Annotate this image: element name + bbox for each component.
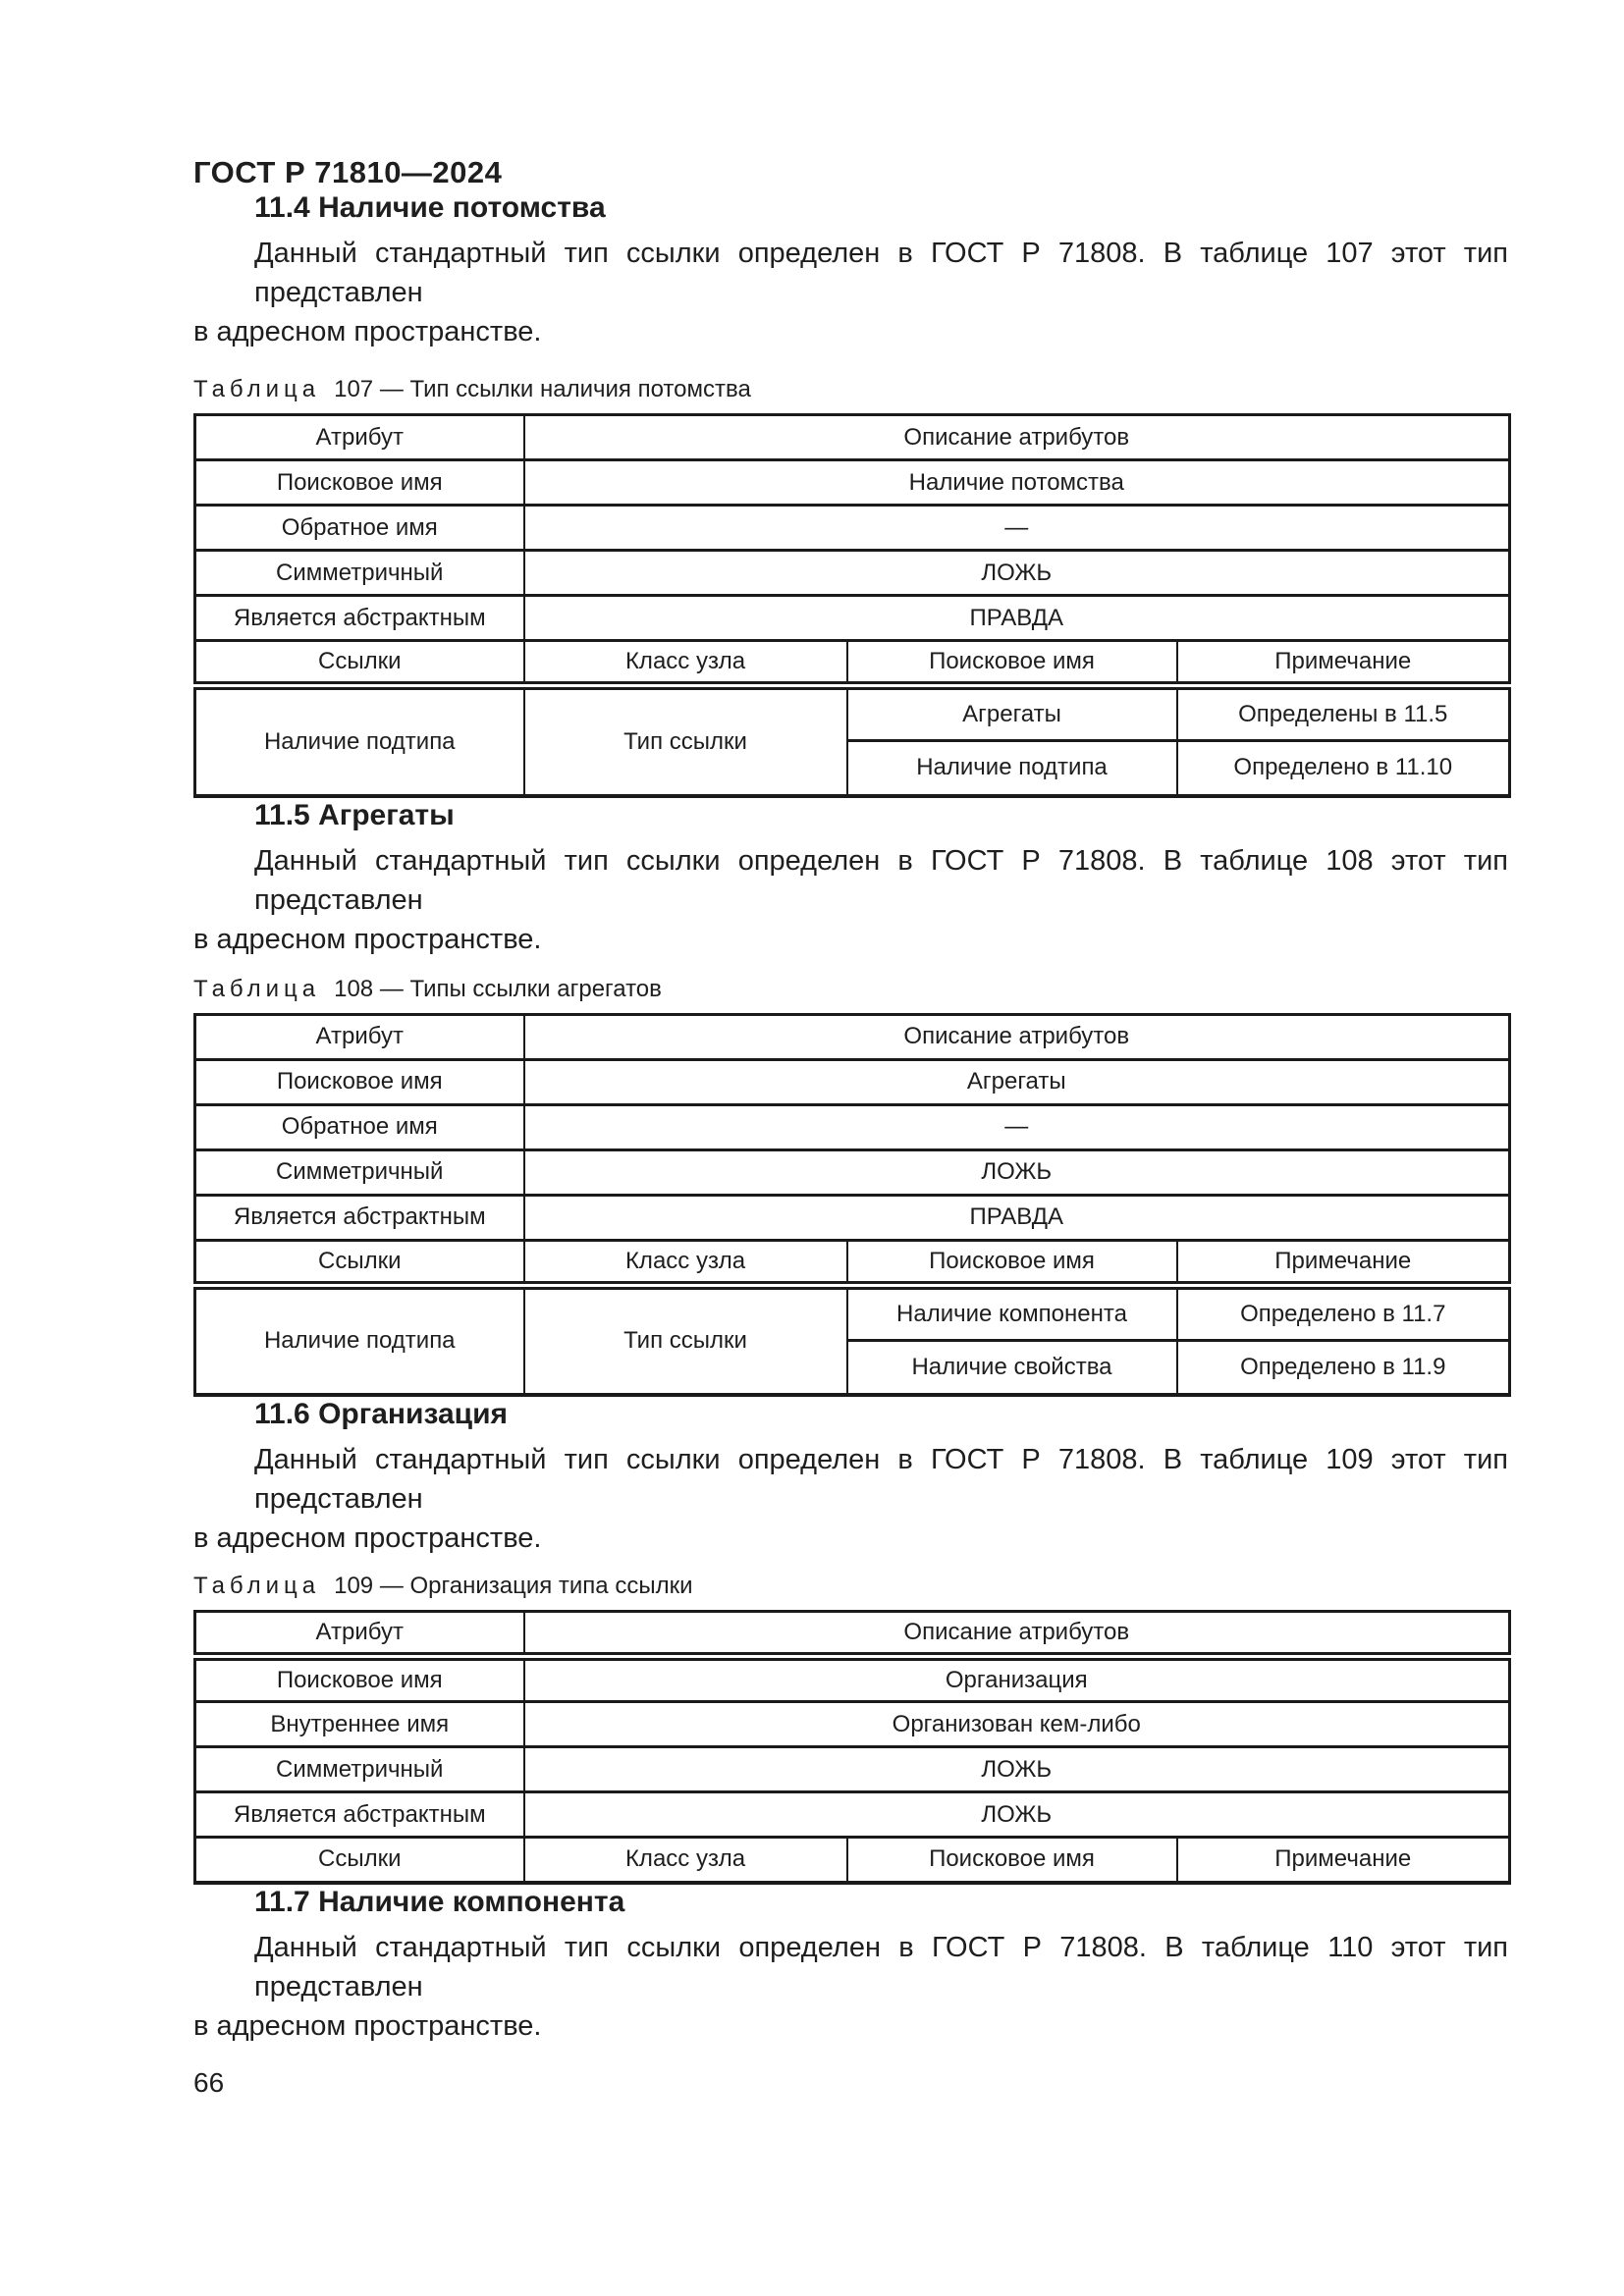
cell-value: ЛОЖЬ bbox=[524, 1747, 1510, 1792]
paragraph-11-6 bbox=[193, 1440, 1508, 1558]
cell-value: ПРАВДА bbox=[524, 1195, 1510, 1240]
table-108-caption bbox=[193, 975, 1508, 1004]
cell-value: ЛОЖЬ bbox=[524, 1792, 1510, 1838]
table-caption-word: Таблица bbox=[193, 1573, 321, 1599]
cell-attr-header-value: Описание атрибутов bbox=[524, 1612, 1510, 1657]
paragraph-line: Данный стандартный тип ссылки определен в ГОСТ Р 71808. В таблице 107 этот тип представлен bbox=[254, 238, 1508, 308]
cell-sub-name: Наличие подтипа bbox=[847, 741, 1177, 796]
cell-links-header: Примечание bbox=[1177, 1240, 1510, 1285]
cell-label: Поисковое имя bbox=[195, 460, 524, 506]
cell-label: Является абстрактным bbox=[195, 1195, 524, 1240]
cell-value: ПРАВДА bbox=[524, 596, 1510, 641]
doc-code-header: ГОСТ Р 71810—2024 bbox=[193, 155, 503, 189]
cell-attr-header-label: Атрибут bbox=[195, 1612, 524, 1657]
cell-links-header: Поисковое имя bbox=[847, 641, 1177, 686]
page-number: 66 bbox=[193, 2067, 225, 2098]
table-109-caption bbox=[193, 1572, 1508, 1601]
paragraph-11-5 bbox=[193, 841, 1508, 959]
cell-links-header: Ссылки bbox=[195, 1240, 524, 1285]
cell-link-name: Наличие подтипа bbox=[195, 1285, 524, 1395]
table-row bbox=[195, 1149, 1510, 1195]
table-caption-text: 107 — Тип ссылки наличия потомства bbox=[334, 376, 751, 402]
cell-node-class: Тип ссылки bbox=[524, 686, 847, 796]
cell-label: Поисковое имя bbox=[195, 1059, 524, 1104]
table-row bbox=[195, 460, 1510, 506]
heading-11-4: 11.4 Наличие потомства bbox=[254, 191, 606, 224]
paragraph-line: Данный стандартный тип ссылки определен в ГОСТ Р 71808. В таблице 109 этот тип представлен bbox=[254, 1444, 1508, 1515]
cell-links-header: Класс узла bbox=[524, 1240, 847, 1285]
paragraph-11-7 bbox=[193, 1928, 1508, 2046]
cell-link-name: Наличие подтипа bbox=[195, 686, 524, 796]
table-107 bbox=[193, 413, 1511, 798]
table-caption-text: 108 — Типы ссылки агрегатов bbox=[334, 975, 662, 1002]
cell-label: Поисковое имя bbox=[195, 1657, 524, 1702]
heading-11-7: 11.7 Наличие компонента bbox=[254, 1885, 625, 1918]
cell-sub-name: Наличие свойства bbox=[847, 1340, 1177, 1395]
cell-node-class: Тип ссылки bbox=[524, 1285, 847, 1395]
paragraph-line: в адресном пространстве. bbox=[193, 2009, 542, 2042]
table-row-links-header bbox=[195, 641, 1510, 686]
table-caption-word: Таблица bbox=[193, 376, 321, 402]
cell-label: Симметричный bbox=[195, 1149, 524, 1195]
cell-label: Обратное имя bbox=[195, 506, 524, 551]
table-row bbox=[195, 1014, 1510, 1059]
table-row-links-header bbox=[195, 1240, 1510, 1285]
table-caption-word: Таблица bbox=[193, 975, 321, 1002]
table-109 bbox=[193, 1610, 1511, 1885]
cell-value: Организация bbox=[524, 1657, 1510, 1702]
cell-value: — bbox=[524, 1104, 1510, 1149]
table-row bbox=[195, 415, 1510, 460]
cell-sub-note: Определено в 11.7 bbox=[1177, 1285, 1510, 1340]
table-row bbox=[195, 1702, 1510, 1747]
paragraph-line: в адресном пространстве. bbox=[193, 316, 542, 347]
cell-sub-note: Определены в 11.5 bbox=[1177, 686, 1510, 741]
cell-links-header: Поисковое имя bbox=[847, 1838, 1177, 1883]
cell-links-header: Ссылки bbox=[195, 1838, 524, 1883]
heading-11-5: 11.5 Агрегаты bbox=[254, 798, 455, 831]
paragraph-line: в адресном пространстве. bbox=[193, 923, 542, 955]
table-row bbox=[195, 506, 1510, 551]
table-row bbox=[195, 1195, 1510, 1240]
table-row bbox=[195, 1747, 1510, 1792]
table-row bbox=[195, 686, 1510, 741]
cell-sub-note: Определено в 11.9 bbox=[1177, 1340, 1510, 1395]
cell-label: Симметричный bbox=[195, 551, 524, 596]
table-row bbox=[195, 1792, 1510, 1838]
table-row bbox=[195, 1657, 1510, 1702]
table-row bbox=[195, 1059, 1510, 1104]
cell-attr-header-label: Атрибут bbox=[195, 415, 524, 460]
cell-sub-note: Определено в 11.10 bbox=[1177, 741, 1510, 796]
cell-label: Симметричный bbox=[195, 1747, 524, 1792]
table-108 bbox=[193, 1013, 1511, 1398]
cell-label: Внутреннее имя bbox=[195, 1702, 524, 1747]
paragraph-11-4 bbox=[193, 234, 1508, 351]
paragraph-line: Данный стандартный тип ссылки определен в ГОСТ Р 71808. В таблице 110 этот тип представлен bbox=[254, 1931, 1508, 2002]
table-row bbox=[195, 1612, 1510, 1657]
table-row bbox=[195, 596, 1510, 641]
table-107-caption bbox=[193, 375, 1508, 404]
cell-sub-name: Агрегаты bbox=[847, 686, 1177, 741]
cell-attr-header-value: Описание атрибутов bbox=[524, 1014, 1510, 1059]
cell-label: Является абстрактным bbox=[195, 596, 524, 641]
cell-value: ЛОЖЬ bbox=[524, 1149, 1510, 1195]
cell-links-header: Примечание bbox=[1177, 641, 1510, 686]
cell-sub-name: Наличие компонента bbox=[847, 1285, 1177, 1340]
table-row-links-header bbox=[195, 1838, 1510, 1883]
cell-label: Обратное имя bbox=[195, 1104, 524, 1149]
cell-value: Организован кем-либо bbox=[524, 1702, 1510, 1747]
cell-links-header: Класс узла bbox=[524, 1838, 847, 1883]
cell-value: ЛОЖЬ bbox=[524, 551, 1510, 596]
cell-links-header: Примечание bbox=[1177, 1838, 1510, 1883]
cell-value: Наличие потомства bbox=[524, 460, 1510, 506]
cell-links-header: Ссылки bbox=[195, 641, 524, 686]
cell-links-header: Класс узла bbox=[524, 641, 847, 686]
cell-value: — bbox=[524, 506, 1510, 551]
table-row bbox=[195, 1104, 1510, 1149]
cell-attr-header-value: Описание атрибутов bbox=[524, 415, 1510, 460]
paragraph-line: в адресном пространстве. bbox=[193, 1522, 542, 1554]
paragraph-line: Данный стандартный тип ссылки определен в ГОСТ Р 71808. В таблице 108 этот тип представлен bbox=[254, 844, 1508, 916]
cell-links-header: Поисковое имя bbox=[847, 1240, 1177, 1285]
cell-label: Является абстрактным bbox=[195, 1792, 524, 1838]
table-row bbox=[195, 1285, 1510, 1340]
heading-11-6: 11.6 Организация bbox=[254, 1398, 509, 1430]
cell-attr-header-label: Атрибут bbox=[195, 1014, 524, 1059]
cell-value: Агрегаты bbox=[524, 1059, 1510, 1104]
table-caption-text: 109 — Организация типа ссылки bbox=[334, 1573, 693, 1599]
table-row bbox=[195, 551, 1510, 596]
